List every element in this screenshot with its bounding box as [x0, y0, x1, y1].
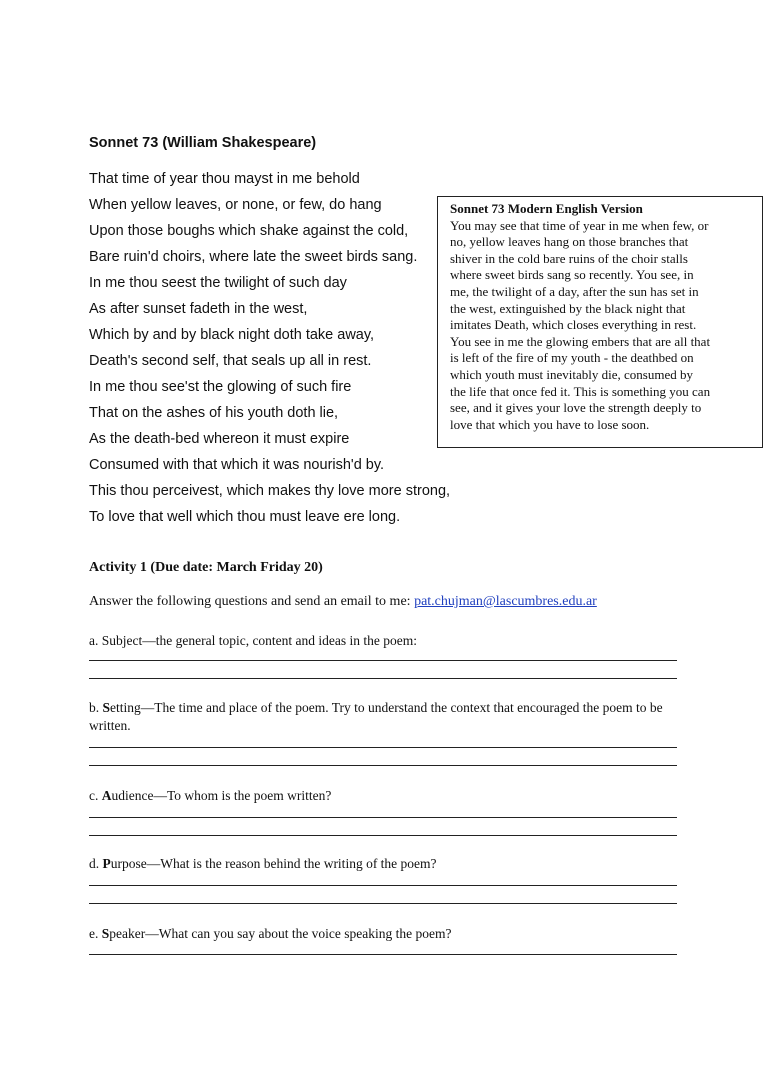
modern-line: imitates Death, which closes everything in rest.: [450, 317, 697, 333]
poem-line: Death's second self, that seals up all in rest.: [89, 353, 372, 369]
question-prefix: e.: [89, 926, 102, 941]
email-link[interactable]: pat.chujman@lascumbres.edu.ar: [414, 594, 597, 609]
question-text: a. Subject—the general topic, content and ideas in the poem:: [89, 633, 418, 648]
answer-line[interactable]: [89, 817, 677, 818]
modern-line: the west, extinguished by the black night that: [450, 300, 686, 316]
answer-line[interactable]: [89, 765, 677, 766]
question-initial: S: [101, 926, 110, 941]
question-initial: S: [102, 700, 111, 715]
instructions: [89, 594, 597, 610]
question-purpose: [89, 855, 679, 873]
answer-line[interactable]: [89, 903, 677, 904]
poem-title: Sonnet 73 (William Shakespeare): [89, 135, 317, 151]
answer-line[interactable]: [89, 678, 677, 679]
question-audience: [89, 787, 679, 805]
poem-line: Consumed with that which it was nourish'd by.: [89, 457, 385, 473]
poem-line: To love that well which thou must leave ere long.: [89, 509, 401, 525]
modern-line: You see in me the glowing embers that are all that: [450, 333, 711, 349]
question-subject: [89, 632, 679, 650]
question-text: peaker—What can you say about the voice speaking the poem?: [109, 926, 452, 941]
poem-line: As after sunset fadeth in the west,: [89, 301, 308, 317]
activity-title: Activity 1 (Due date: March Friday 20): [89, 560, 323, 575]
poem-line: This thou perceivest, which makes thy love more strong,: [89, 483, 451, 499]
question-text: udience—To whom is the poem written?: [111, 788, 332, 803]
answer-line[interactable]: [89, 747, 677, 748]
question-initial: P: [102, 856, 111, 871]
poem-line: When yellow leaves, or none, or few, do hang: [89, 197, 382, 213]
answer-line[interactable]: [89, 885, 677, 886]
question-initial: A: [101, 788, 112, 803]
poem-lines: [89, 169, 450, 533]
question-prefix: b.: [89, 700, 103, 715]
question-prefix: c.: [89, 788, 102, 803]
modern-line: where sweet birds sang so recently. You see, in: [450, 267, 694, 283]
answer-line[interactable]: [89, 660, 677, 661]
modern-line: the life that once fed it. This is something you can: [450, 383, 711, 399]
modern-line: which youth must inevitably die, consumed by: [450, 366, 693, 382]
modern-version-box: [437, 196, 763, 448]
modern-version-title: Sonnet 73 Modern English Version: [450, 201, 643, 216]
poem-line: In me thou see'st the glowing of such fire: [89, 379, 352, 395]
poem-line: That time of year thou mayst in me behold: [89, 171, 360, 187]
question-text: urpose—What is the reason behind the writing of the poem?: [110, 856, 437, 871]
question-speaker: [89, 925, 679, 943]
poem-line: Bare ruin'd choirs, where late the sweet birds sang.: [89, 249, 418, 265]
answer-line[interactable]: [89, 835, 677, 836]
question-setting: [89, 699, 679, 735]
modern-line: see, and it gives your love the strength deeply to: [450, 400, 702, 416]
modern-line: no, yellow leaves hang on those branches that: [450, 234, 689, 250]
poem-line: In me thou seest the twilight of such day: [89, 275, 347, 291]
poem-line: As the death-bed whereon it must expire: [89, 431, 350, 447]
modern-line: love that which you have to lose soon.: [450, 416, 650, 432]
modern-line: You may see that time of year in me when few, or: [450, 217, 709, 233]
question-prefix: d.: [89, 856, 103, 871]
answer-line[interactable]: [89, 954, 677, 955]
modern-line: is left of the fire of my youth - the deathbed on: [450, 350, 694, 366]
modern-line: me, the twilight of a day, after the sun has set in: [450, 283, 699, 299]
instructions-text: Answer the following questions and send an email to me:: [89, 594, 411, 609]
poem-line: That on the ashes of his youth doth lie,: [89, 405, 339, 421]
modern-line: shiver in the cold bare ruins of the choir stalls: [450, 250, 688, 266]
question-text: etting—The time and place of the poem. Try to understand the context that encouraged the poem to be written.: [89, 700, 663, 733]
poem-line: Upon those boughs which shake against the cold,: [89, 223, 409, 239]
poem-line: Which by and by black night doth take away,: [89, 327, 375, 343]
